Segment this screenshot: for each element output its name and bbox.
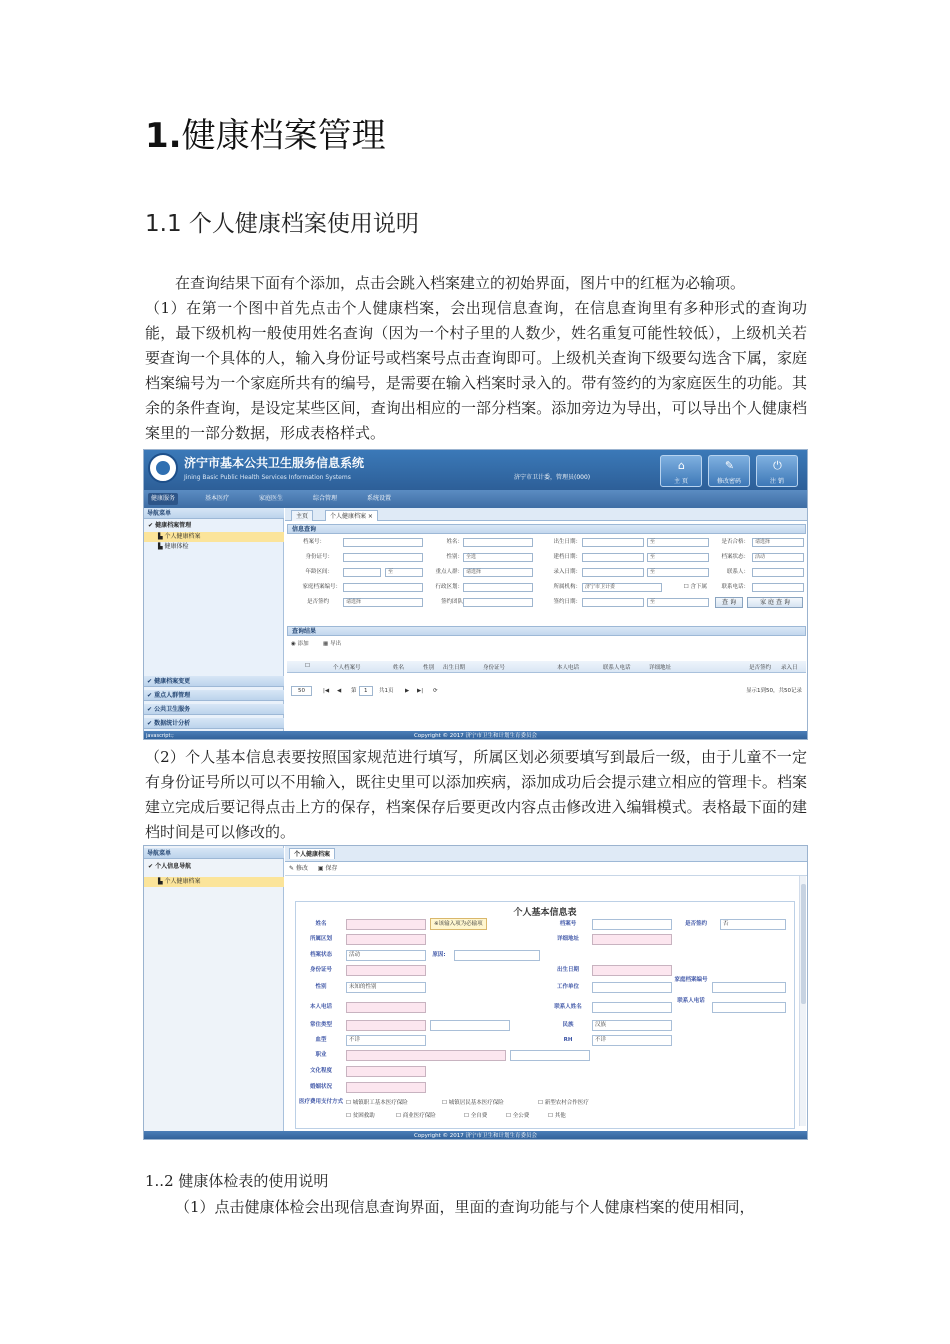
export-button[interactable]: ▦ 导出 [323,641,341,647]
user-info: 济宁市卫计委，管理员(000) [514,474,591,481]
label-qualified: 是否合格： [721,539,749,545]
sidebar [144,508,284,731]
paragraph-exam: （1）点击健康体检会出现信息查询界面，里面的查询功能与个人健康档案的使用相同， [175,1198,755,1216]
label-org: 所属机构： [553,584,581,590]
label-marriage: 婚姻状况 [309,1084,332,1090]
reason-field[interactable] [454,950,540,961]
col-entry-date: 录入日 [781,665,798,671]
doc-no-field[interactable] [592,919,672,930]
menu-comprehensive[interactable]: 综合管理 [313,495,338,502]
pay-option-1[interactable]: ☐ 城镇职工基本医疗保险 [346,1100,408,1106]
key-icon: ✎ [724,459,735,472]
contact-phone-field[interactable] [712,1002,786,1013]
nav-statistics[interactable]: ✔ 数据统计分析 [144,718,284,729]
region-field[interactable] [346,934,426,945]
pay-option-3[interactable]: ☐ 新型农村合作医疗 [538,1100,589,1106]
resident-type-field[interactable] [346,1020,426,1031]
logout-button[interactable]: ⏻ 注 销 [756,455,798,487]
label-team: 签约团队 [440,599,463,605]
team-input[interactable] [463,598,533,607]
label-contact-name: 联系人姓名 [554,1004,582,1010]
col-id-no: 身份证号 [483,665,506,671]
label-rh: RH [563,1037,573,1043]
nav-public-health[interactable]: ✔ 公共卫生服务 [144,704,284,715]
app-header [144,450,807,490]
col-signed: 是否签约 [749,665,772,671]
label-region: 行政区划： [435,584,463,590]
pay-option-2[interactable]: ☐ 城镇居民基本医疗保险 [442,1100,504,1106]
col-sex: 性别 [423,665,435,671]
signed-select[interactable]: 请选择 [343,598,423,607]
label-age: 年龄区间： [305,569,333,575]
sign-to-input[interactable]: 至 [647,598,709,607]
label-self-phone: 本人电话 [309,1004,332,1010]
label-build-date: 建档日期： [553,554,581,560]
label-pay: 医疗费用支付方式 [298,1099,343,1105]
status-text: javascript:; [146,733,174,739]
tab-personal-record-2[interactable]: 个人健康档案 [289,848,335,859]
name-field[interactable] [346,919,426,930]
scroll-thumb[interactable] [801,884,806,1004]
paragraph-step2: （2）个人基本信息表要按照国家规范进行填写，所属区划必须要填写到最后一级，由于儿童不一定有身份证号所以可以不用输入，既往史里可以添加疾病，添加成功后会提示建立相应的管理卡。档案建立完成后要记得点击上方的保存，档案保存后要更改内容点击修改进入编辑模式。表格最下面的建档时间是可以修改的。 [145,748,807,841]
pay-option-6[interactable]: ☐ 全自费 [464,1113,488,1119]
label-signed-2: 是否签约 [684,921,707,927]
family-no-input[interactable] [343,583,423,592]
record-info: 显示1到50，共50记录 [746,688,802,694]
label-birth: 出生日期： [553,539,581,545]
footer: Copyright © 2017 济宁市卫生和计划生育委员会 [144,731,807,740]
col-doc-no: 个人档案号 [333,665,361,671]
nav-key-population[interactable]: ✔ 重点人群管理 [144,690,284,701]
nav-item-physical-exam[interactable]: ▙ 健康体检 [158,543,189,550]
nav-title-2: 导航菜单 [144,848,284,859]
id-no-field[interactable] [346,965,426,976]
col-contact-phone: 联系人电话 [603,665,631,671]
edit-button[interactable]: ✎ 修改 [289,865,308,872]
org-input[interactable]: 济宁市卫计委 [582,583,662,592]
basic-info-form [295,901,795,1129]
family-query-button[interactable]: 家 庭 查 询 [747,597,803,608]
tab-personal-record[interactable]: 个人健康档案 × [325,510,378,521]
label-id-no: 身份证号： [305,554,333,560]
nav-group-health-records[interactable]: ✔ 健康档案管理 [148,522,192,529]
col-birth: 出生日期 [443,665,466,671]
pay-option-8[interactable]: ☐ 其他 [548,1113,566,1119]
contact-name-field[interactable] [592,1002,672,1013]
job-field[interactable] [346,1050,506,1061]
col-address: 详细地址 [649,665,672,671]
birth-from-input[interactable] [582,538,644,547]
system-name-en: Jining Basic Public Health Services Information Systems [184,474,351,481]
paragraph-step1: （1）在第一个图中首先点击个人健康档案，会出现信息查询，在信息查询里有多种形式的查询功能，最下级机构一般使用姓名查询（因为一个村子里的人数少，姓名重复可能性较低），上级机关若要查询一个具体的人，输入身份证号或档案号点击查询即可。上级机关查询下级要勾选含下属，家庭档案编号为一个家庭所共有的编号，是需要在输入档案时录入的。带有签约的为家庭医生的功能。其余的条件查询，是设定某些区间，查询出相应的一部分档案。添加旁边为导出，可以导出个人健康档案里的一部分数据，形成表格样式。 [145,299,807,442]
label-edu: 文化程度 [309,1068,332,1074]
system-name: 济宁市基本公共卫生服务信息系统 [184,456,365,470]
form-toolbar [285,862,808,876]
nav-title: 导航菜单 [144,508,284,519]
sidebar-2 [144,846,284,1131]
query-screenshot [143,449,808,740]
label-sign-date: 签约日期： [553,599,581,605]
sign-from-input[interactable] [582,598,644,607]
label-entry-date: 录入日期： [553,569,581,575]
label-blood: 血型 [315,1037,327,1043]
family-no-field[interactable] [712,982,786,993]
form-main [285,846,808,1131]
page-total: 共1页 [379,688,394,694]
entry-to-input[interactable]: 至 [647,568,709,577]
form-title: 个人基本信息表 [513,908,577,918]
label-address: 详细地址 [556,936,579,942]
col-name: 姓名 [393,665,405,671]
id-no-input[interactable] [343,553,423,562]
main-menu [144,490,807,508]
edu-field[interactable] [346,1066,426,1077]
subsection-title: 1..2 健康体检表的使用说明 [145,1172,329,1190]
age-from-input[interactable] [343,568,381,577]
self-phone-field[interactable] [346,1002,426,1013]
birth-field[interactable] [592,965,672,976]
menu-health-service[interactable]: 健康服务 [148,493,178,505]
result-panel-header: 查询结果 [287,626,806,636]
include-sub-checkbox[interactable]: ☐ 含下属 [683,584,707,590]
label-doc-no-2: 档案号 [559,921,577,927]
footer-2: Copyright © 2017 济宁市卫生和计划生育委员会 [144,1131,807,1140]
phone-input[interactable] [752,583,804,592]
change-password-button[interactable]: ✎ 修改密码 [708,455,750,487]
rh-field[interactable]: 不详 [592,1035,672,1046]
col-phone: 本人电话 [557,665,580,671]
label-family-no: 家庭档案编号： [302,584,341,590]
query-panel-header: 信息查询 [287,524,806,534]
resident-extra-field[interactable] [430,1020,510,1031]
prev-page-icon[interactable]: ◀ [337,688,342,694]
next-page-icon[interactable]: ▶ [405,688,410,694]
section-title: 1.1 个人健康档案使用说明 [145,211,419,237]
label-contact: 联系人： [726,569,749,575]
logo-icon [148,453,178,483]
job-extra-field[interactable] [510,1050,590,1061]
save-button[interactable]: ▣ 保存 [317,865,338,872]
nav-group-personal[interactable]: ✔ 个人信息导航 [148,863,192,870]
page-label: 第 [351,688,357,694]
region-input[interactable] [463,583,533,592]
doc-no-input[interactable] [343,538,423,547]
nav-item-personal-record-2[interactable]: ▙ 个人健康档案 [144,877,284,887]
build-to-input[interactable]: 至 [647,553,709,562]
label-work-unit: 工作单位 [556,984,579,990]
birth-to-input[interactable]: 至 [647,538,709,547]
marriage-field[interactable] [346,1082,426,1093]
pay-option-7[interactable]: ☐ 全公费 [506,1113,530,1119]
label-doc-no: 档案号： [302,539,325,545]
age-to-input[interactable]: 至 [385,568,423,577]
label-key-group: 重点人群： [435,569,463,575]
page-size-select[interactable]: 50 [291,686,312,696]
nation-field[interactable]: 汉族 [592,1020,672,1031]
label-job: 职业 [315,1052,327,1058]
menu-system-settings[interactable]: 系统设置 [367,495,392,502]
label-reason: 原因: [432,952,446,958]
contact-input[interactable] [752,568,804,577]
signed-field[interactable]: 否 [720,919,786,930]
build-from-input[interactable] [582,553,644,562]
page-input[interactable]: 1 [359,686,373,696]
label-phone: 联系电话： [721,584,749,590]
document-title: 1.健康档案管理 [145,116,386,156]
label-family-no-2: 家庭档案编号 [674,977,708,983]
pager [287,685,806,697]
tab-home[interactable]: 主页 [291,510,313,521]
key-group-select[interactable]: 请选择 [463,568,533,577]
blood-field[interactable]: 不详 [346,1035,426,1046]
add-button[interactable]: ◉ 添加 [291,641,309,647]
nav-record-change[interactable]: ✔ 健康档案变更 [144,676,284,687]
main-content [285,508,808,731]
address-field[interactable] [592,934,672,945]
label-status-2: 档案状态 [309,952,332,958]
qualified-select[interactable]: 请选择 [752,538,804,547]
tab-bar-2 [285,846,808,862]
label-contact-phone: 联系人电话 [677,998,705,1004]
name-input[interactable] [463,538,533,547]
label-signed: 是否签约 [306,599,329,605]
home-button[interactable]: ⌂ 主 页 [660,455,702,487]
label-sex-2: 性别 [315,984,327,990]
query-button[interactable]: 查 询 [715,597,743,608]
refresh-icon[interactable]: ⟳ [433,688,438,694]
power-icon: ⏻ [773,459,782,472]
form-scrollbar[interactable] [799,876,806,1126]
status-select[interactable]: 活动 [752,553,804,562]
label-id-no-2: 身份证号 [309,967,332,973]
paragraph-intro: 在查询结果下面有个添加，点击会跳入档案建立的初始界面，图片中的红框为必输项。 （1）在第一个图中首先点击个人健康档案，会出现信息查询，在信息查询里有多种形式的查询功能，最下级机构一般使用姓名查询（因为一个村子里的人数少，姓名重复可能性较低），上级机关若要查询一个具体的人，输入身份证号或档案号点击查询即可。上级机关查询下级要勾选含下属，家庭档案编号为一个家庭所共有的编号，是需要在输入档案时录入的。带有签约的为家庭医生的功能。其余的条件查询，是设定某些区间，查询出相应的一部分档案。添加旁边为导出，可以导出个人健康档案里的一部分数据，形成表格样式。 [145,271,807,446]
pay-option-5[interactable]: ☐ 商业医疗保险 [396,1113,436,1119]
menu-basic-medical[interactable]: 基本医疗 [205,495,230,502]
tab-bar [285,508,808,521]
label-resident-type: 常住类型 [309,1022,332,1028]
label-sex: 性别： [446,554,463,560]
menu-family-doctor[interactable]: 家庭医生 [259,495,284,502]
form-screenshot [143,845,808,1140]
label-birth-2: 出生日期 [556,967,579,973]
first-page-icon[interactable]: |◀ [323,688,330,694]
status-field[interactable]: 活动 [346,950,426,961]
home-icon: ⌂ [678,459,685,472]
last-page-icon[interactable]: ▶| [417,688,424,694]
select-all-checkbox[interactable]: ☐ [305,663,310,669]
pay-option-4[interactable]: ☐ 贫困救助 [346,1113,375,1119]
label-name: 姓名： [446,539,463,545]
entry-from-input[interactable] [582,568,644,577]
sex-field[interactable]: 未知的性别 [346,982,426,993]
result-table-header [287,661,806,673]
sex-select[interactable]: 全选 [463,553,533,562]
work-unit-field[interactable] [592,982,672,993]
nav-item-personal-record[interactable]: ▙ 个人健康档案 [144,532,284,542]
label-status: 档案状态： [721,554,749,560]
label-nation: 民族 [562,1022,574,1028]
label-region-2: 所属区划 [309,936,332,942]
required-tip: ※该输入项为必输项 [430,918,487,930]
label-name-2: 姓名 [315,921,327,927]
